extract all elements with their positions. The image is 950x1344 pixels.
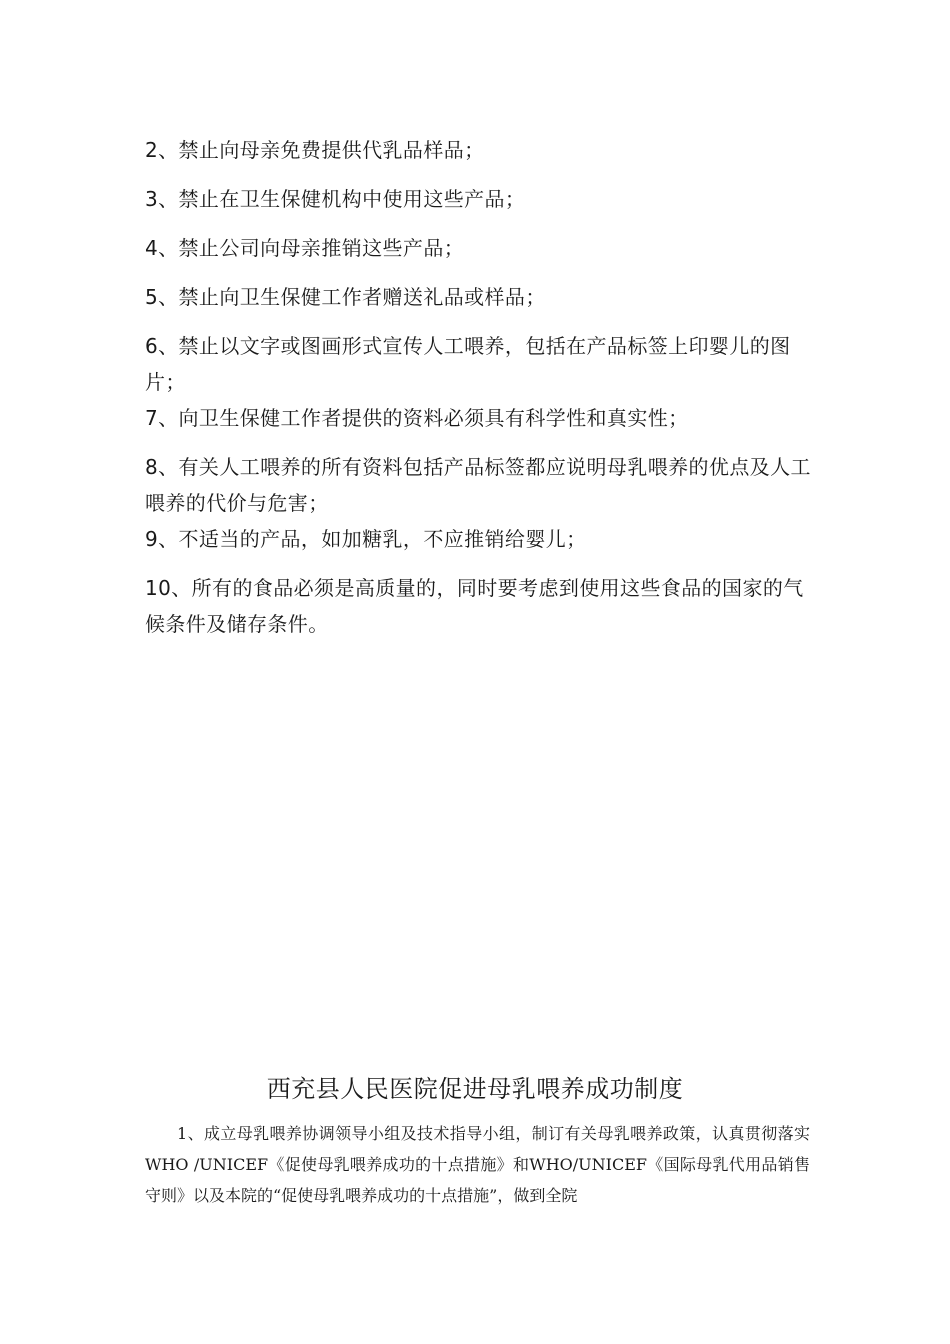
rule-item-6: 6、禁止以文字或图画形式宣传人工喂养，包括在产品标签上印婴儿的图片； [145, 334, 791, 394]
section-title: 西充县人民医院促进母乳喂养成功制度 [266, 1075, 684, 1103]
rule-item-9: 9、不适当的产品，如加糖乳，不应推销给婴儿； [145, 527, 587, 551]
rule-item-4: 4、禁止公司向母亲推销这些产品； [145, 236, 465, 260]
rule-item-8: 8、有关人工喂养的所有资料包括产品标签都应说明母乳喂养的优点及人工喂养的代价与危害； [145, 455, 811, 515]
rule-item-5: 5、禁止向卫生保健工作者赠送礼品或样品； [145, 285, 546, 309]
rule-item-7: 7、向卫生保健工作者提供的资料必须具有科学性和真实性； [145, 406, 689, 430]
rules-list [145, 132, 815, 655]
rule-item-3: 3、禁止在卫生保健机构中使用这些产品； [145, 187, 526, 211]
rule-item-2: 2、禁止向母亲免费提供代乳品样品； [145, 138, 485, 162]
rule-item-10: 10、所有的食品必须是高质量的，同时要考虑到使用这些食品的国家的气候条件及储存条件。 [145, 576, 804, 636]
section-paragraph: 1、成立母乳喂养协调领导小组及技术指导小组，制订有关母乳喂养政策，认真贯彻落实WHO /UNICEF《促使母乳喂养成功的十点措施》和WHO/UNICEF《国际母乳代用品销售守则》以及本院的“促使母乳喂养成功的十点措施”，做到全院 [145, 1124, 810, 1205]
